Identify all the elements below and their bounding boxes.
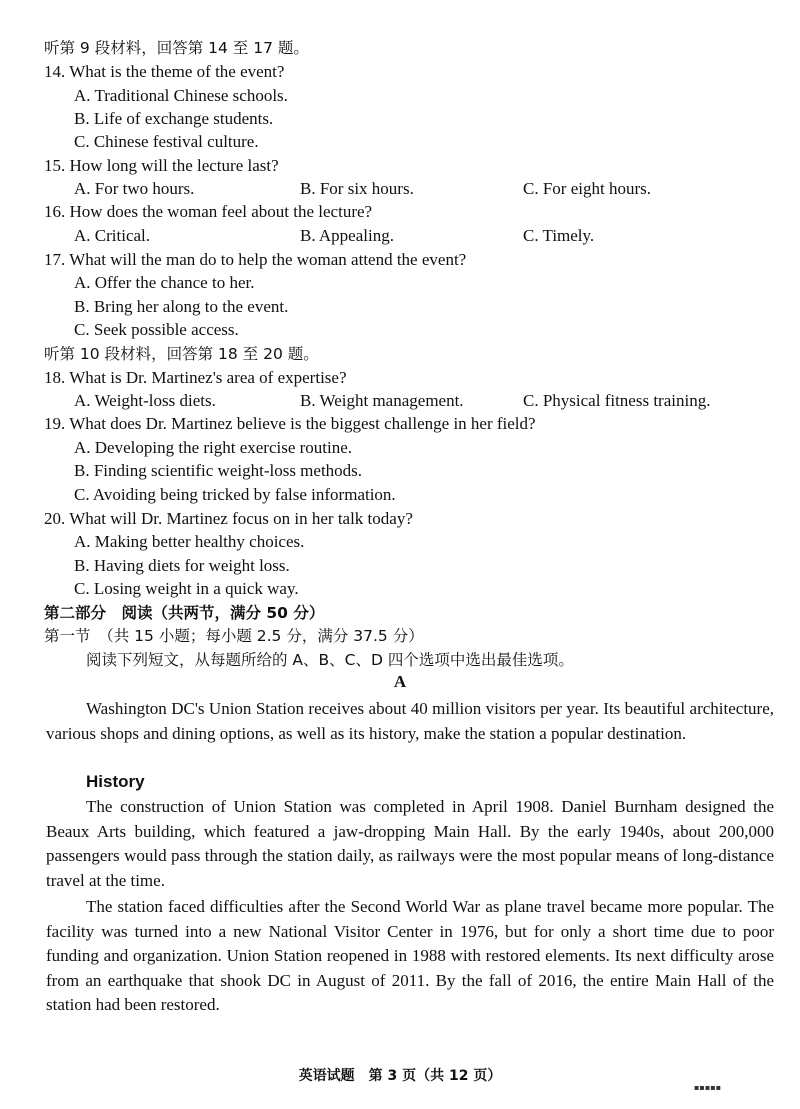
q18-option-b: B. Weight management. [300,391,464,410]
passage-label: A [393,672,407,691]
q15-option-a: A. For two hours. [74,179,195,198]
passage-paragraph-2: The construction of Union Station was completed in April 1908. Daniel Burnham designed the Beaux Arts building, which featured a jaw-dropping Main Hall. By the early 1940s, about 200,000 passengers would pass through the station daily, as railways were the most popular means of long-distance travel at the time. [46,797,774,890]
q18-option-a: A. Weight-loss diets. [74,391,216,410]
question-20: 20. What will Dr. Martinez focus on in her talk today? [44,509,413,528]
q15-option-b: B. For six hours. [300,179,414,198]
listening-intro-9: 听第 9 段材料，回答第 14 至 17 题。 [44,39,309,57]
q20-option-b: B. Having diets for weight loss. [74,556,290,575]
question-16: 16. How does the woman feel about the lecture? [44,202,373,221]
reading-part-title: 第二部分 阅读（共两节，满分 50 分） [44,604,325,622]
q14-option-c: C. Chinese festival culture. [74,132,259,151]
q16-options [74,225,774,247]
passage-paragraph-3: The station faced difficulties after the Second World War as plane travel became more popular. The facility was turned into a new National Visitor Center in 1976, but for only a short time due to poor funding and organization. Union Station reopened in 1988 with restored elements. Its next difficulty arose from an earthquake that shook DC in August of 2011. By the fall of 2016, the entire Main Hall of the station had been restored. [46,897,774,1014]
q16-option-a: A. Critical. [74,226,151,245]
q17-option-a: A. Offer the chance to her. [74,273,255,292]
q14-option-a: A. Traditional Chinese schools. [74,86,288,105]
scanner-mark: ▪▪▪▪▪ [694,1083,722,1092]
q17-option-b: B. Bring her along to the event. [74,297,289,316]
reading-instruction: 阅读下列短文，从每题所给的 A、B、C、D 四个选项中选出最佳选项。 [86,651,574,669]
q19-option-b: B. Finding scientific weight-loss methods. [74,461,363,480]
q19-option-c: C. Avoiding being tricked by false information. [74,485,396,504]
reading-section-title: 第一节 （共 15 小题；每小题 2.5 分，满分 37.5 分） [44,627,424,645]
page-footer: 英语试题 第 3 页（共 12 页） [298,1068,502,1084]
q18-option-c: C. Physical fitness training. [523,391,711,410]
passage-paragraph-1: Washington DC's Union Station receives about 40 million visitors per year. Its beautiful architecture, various shops and dining options, as well as its history, make the station a popular destination. [46,699,774,743]
question-18: 18. What is Dr. Martinez's area of expertise? [44,368,347,387]
q19-option-a: A. Developing the right exercise routine. [74,438,353,457]
listening-intro-10: 听第 10 段材料，回答第 18 至 20 题。 [44,345,319,363]
q17-option-c: C. Seek possible access. [74,320,239,339]
q16-option-b: B. Appealing. [300,226,394,245]
section-heading-history: History [86,772,145,791]
q14-option-b: B. Life of exchange students. [74,109,274,128]
q15-option-c: C. For eight hours. [523,179,651,198]
question-14: 14. What is the theme of the event? [44,62,285,81]
q20-option-a: A. Making better healthy choices. [74,532,305,551]
question-17: 17. What will the man do to help the woman attend the event? [44,250,467,269]
q15-options [74,178,774,200]
question-15: 15. How long will the lecture last? [44,156,279,175]
q18-options [74,390,774,412]
q16-option-c: C. Timely. [523,226,595,245]
question-19: 19. What does Dr. Martinez believe is the biggest challenge in her field? [44,414,536,433]
q20-option-c: C. Losing weight in a quick way. [74,579,299,598]
